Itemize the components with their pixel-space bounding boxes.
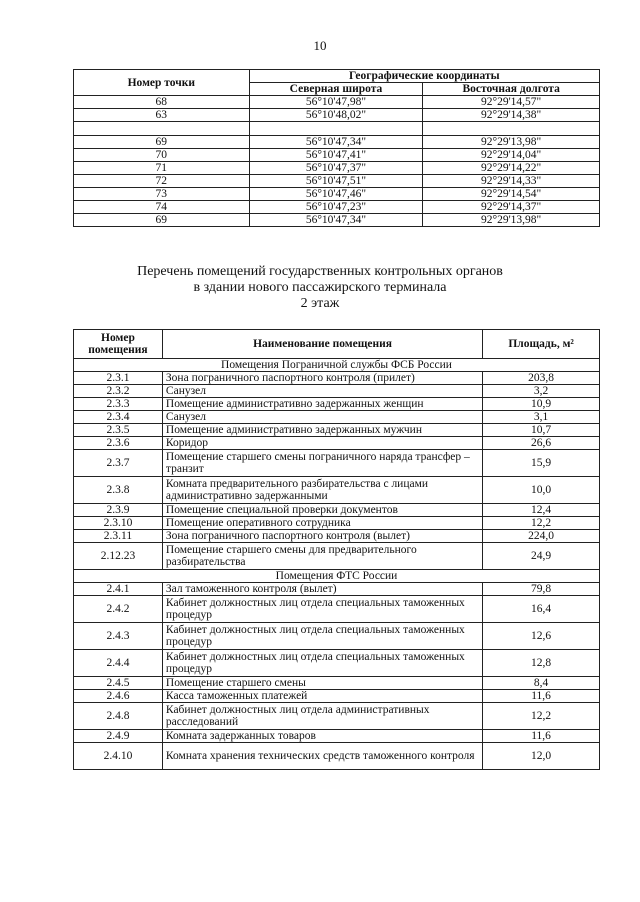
table-row — [74, 517, 600, 530]
room-name: Комната задержанных товаров — [162, 730, 482, 743]
room-number: 2.4.3 — [74, 623, 163, 650]
table-row — [74, 504, 600, 517]
room-area: 10,9 — [483, 398, 600, 411]
section-title: Помещения ФТС России — [74, 570, 600, 583]
room-area: 16,4 — [483, 596, 600, 623]
room-number: 2.3.9 — [74, 504, 163, 517]
section-row — [74, 570, 600, 583]
room-area: 12,2 — [483, 517, 600, 530]
blank-cell — [74, 122, 250, 136]
room-number: 2.4.5 — [74, 677, 163, 690]
room-number: 2.3.2 — [74, 385, 163, 398]
latitude-value: 56°10'47,34" — [249, 214, 423, 227]
header-geo-coordinates: Географические координаты — [249, 70, 599, 83]
room-number: 2.4.10 — [74, 743, 163, 770]
longitude-value: 92°29'14,37" — [423, 201, 600, 214]
blank-row — [74, 122, 600, 136]
room-area: 10,7 — [483, 424, 600, 437]
page-number: 10 — [313, 38, 327, 53]
room-number: 2.4.1 — [74, 583, 163, 596]
table-row — [74, 411, 600, 424]
room-area: 12,8 — [483, 650, 600, 677]
rooms-body — [74, 359, 600, 770]
room-number: 2.3.1 — [74, 372, 163, 385]
room-area: 24,9 — [483, 543, 600, 570]
table-row — [74, 372, 600, 385]
table-row — [74, 175, 600, 188]
point-number: 71 — [74, 162, 250, 175]
room-area: 3,2 — [483, 385, 600, 398]
room-area: 11,6 — [483, 730, 600, 743]
room-name: Помещение специальной проверки документов — [162, 504, 482, 517]
point-number: 73 — [74, 188, 250, 201]
room-area: 8,4 — [483, 677, 600, 690]
table-row — [74, 424, 600, 437]
room-area: 3,1 — [483, 411, 600, 424]
room-number: 2.4.2 — [74, 596, 163, 623]
latitude-value: 56°10'47,51" — [249, 175, 423, 188]
point-number: 68 — [74, 96, 250, 109]
longitude-value: 92°29'14,04" — [423, 149, 600, 162]
table-row — [74, 543, 600, 570]
table-row — [74, 149, 600, 162]
room-area: 11,6 — [483, 690, 600, 703]
table-row — [74, 437, 600, 450]
header-room-area: Площадь, м² — [483, 330, 600, 359]
table-row — [74, 398, 600, 411]
room-area: 79,8 — [483, 583, 600, 596]
table-row — [74, 162, 600, 175]
table-row — [74, 690, 600, 703]
table-row — [74, 201, 600, 214]
room-name: Кабинет должностных лиц отдела специальных таможенных процедур — [162, 596, 482, 623]
point-number: 63 — [74, 109, 250, 122]
coordinates-body — [74, 96, 600, 227]
room-area: 12,2 — [483, 703, 600, 730]
room-number: 2.3.10 — [74, 517, 163, 530]
longitude-value: 92°29'14,22" — [423, 162, 600, 175]
room-name: Санузел — [162, 411, 482, 424]
table-row — [74, 650, 600, 677]
room-name: Кабинет должностных лиц отдела специальных таможенных процедур — [162, 623, 482, 650]
room-name: Касса таможенных платежей — [162, 690, 482, 703]
room-number: 2.3.7 — [74, 450, 163, 477]
table-row — [74, 730, 600, 743]
room-area: 12,6 — [483, 623, 600, 650]
room-number: 2.3.8 — [74, 477, 163, 504]
room-name: Комната предварительного разбирательства с лицами административно задержанными — [162, 477, 482, 504]
room-area: 203,8 — [483, 372, 600, 385]
table-row — [74, 188, 600, 201]
longitude-value: 92°29'14,33" — [423, 175, 600, 188]
room-number: 2.12.23 — [74, 543, 163, 570]
header-longitude: Восточная долгота — [423, 83, 600, 96]
table-row — [74, 703, 600, 730]
section-row — [74, 359, 600, 372]
header-room-name: Наименование помещения — [162, 330, 482, 359]
room-name: Помещение старшего смены — [162, 677, 482, 690]
point-number: 72 — [74, 175, 250, 188]
room-name: Помещение старшего смены пограничного наряда трансфер –транзит — [162, 450, 482, 477]
latitude-value: 56°10'47,98" — [249, 96, 423, 109]
room-area: 15,9 — [483, 450, 600, 477]
header-point-number: Номер точки — [74, 70, 250, 96]
table-row — [74, 214, 600, 227]
room-number: 2.3.5 — [74, 424, 163, 437]
room-number: 2.3.4 — [74, 411, 163, 424]
room-number: 2.3.6 — [74, 437, 163, 450]
point-number: 69 — [74, 136, 250, 149]
room-name: Помещение старшего смены для предварительного разбирательства — [162, 543, 482, 570]
longitude-value: 92°29'14,57" — [423, 96, 600, 109]
table-row — [74, 530, 600, 543]
room-name: Помещение административно задержанных женщин — [162, 398, 482, 411]
longitude-value: 92°29'14,54" — [423, 188, 600, 201]
table-row — [74, 96, 600, 109]
latitude-value: 56°10'48,02" — [249, 109, 423, 122]
rooms-table — [73, 329, 600, 770]
latitude-value: 56°10'47,37" — [249, 162, 423, 175]
blank-cell — [423, 122, 600, 136]
latitude-value: 56°10'47,41" — [249, 149, 423, 162]
room-area: 224,0 — [483, 530, 600, 543]
table-row — [74, 677, 600, 690]
header-latitude: Северная широта — [249, 83, 423, 96]
table-row — [74, 450, 600, 477]
table-row — [74, 743, 600, 770]
table-row — [74, 596, 600, 623]
room-name: Коридор — [162, 437, 482, 450]
room-name: Кабинет должностных лиц отдела специальных таможенных процедур — [162, 650, 482, 677]
room-area: 12,4 — [483, 504, 600, 517]
latitude-value: 56°10'47,34" — [249, 136, 423, 149]
header-room-number: Номер помещения — [74, 330, 163, 359]
heading-line-3: 2 этаж — [300, 296, 340, 311]
room-name: Кабинет должностных лиц отдела административных расследований — [162, 703, 482, 730]
room-number: 2.4.9 — [74, 730, 163, 743]
room-name: Санузел — [162, 385, 482, 398]
longitude-value: 92°29'13,98" — [423, 136, 600, 149]
room-name: Комната хранения технических средств таможенного контроля — [162, 743, 482, 770]
point-number: 70 — [74, 149, 250, 162]
room-name: Зал таможенного контроля (вылет) — [162, 583, 482, 596]
latitude-value: 56°10'47,23" — [249, 201, 423, 214]
table-row — [74, 109, 600, 122]
latitude-value: 56°10'47,46" — [249, 188, 423, 201]
table-row — [74, 477, 600, 504]
room-number: 2.3.3 — [74, 398, 163, 411]
longitude-value: 92°29'13,98" — [423, 214, 600, 227]
table-row — [74, 623, 600, 650]
room-area: 12,0 — [483, 743, 600, 770]
room-name: Зона пограничного паспортного контроля (вылет) — [162, 530, 482, 543]
point-number: 74 — [74, 201, 250, 214]
table-row — [74, 136, 600, 149]
room-name: Зона пограничного паспортного контроля (прилет) — [162, 372, 482, 385]
table-row — [74, 583, 600, 596]
longitude-value: 92°29'14,38" — [423, 109, 600, 122]
room-number: 2.4.4 — [74, 650, 163, 677]
room-name: Помещение оперативного сотрудника — [162, 517, 482, 530]
room-area: 10,0 — [483, 477, 600, 504]
list-heading — [0, 264, 640, 312]
room-name: Помещение административно задержанных мужчин — [162, 424, 482, 437]
blank-cell — [249, 122, 423, 136]
room-number: 2.3.11 — [74, 530, 163, 543]
heading-line-2: в здании нового пассажирского терминала — [193, 280, 447, 295]
coordinates-table — [73, 69, 600, 227]
table-row — [74, 385, 600, 398]
heading-line-1: Перечень помещений государственных контрольных органов — [137, 264, 503, 279]
room-number: 2.4.6 — [74, 690, 163, 703]
section-title: Помещения Пограничной службы ФСБ России — [74, 359, 600, 372]
room-number: 2.4.8 — [74, 703, 163, 730]
point-number: 69 — [74, 214, 250, 227]
room-area: 26,6 — [483, 437, 600, 450]
